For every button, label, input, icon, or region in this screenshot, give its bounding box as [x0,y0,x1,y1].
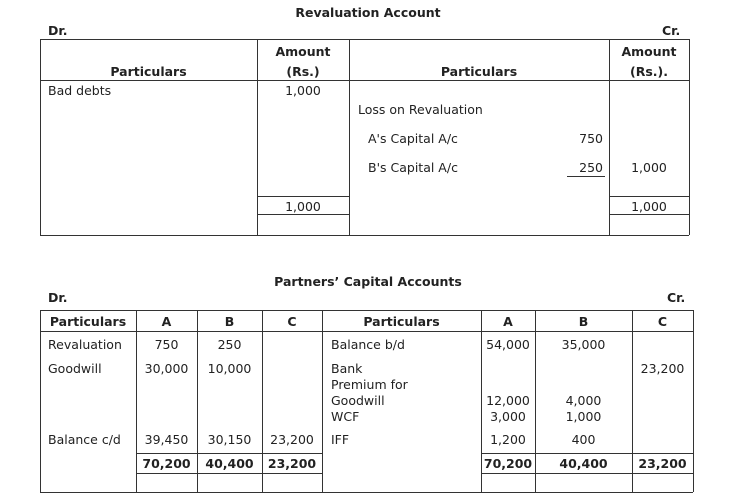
capital-cell-a: 750 [154,337,179,352]
revaluation-bottom-border [40,235,689,236]
capital-cell-b: 250 [217,337,242,352]
capital-title: Partners’ Capital Accounts [274,274,462,289]
capital-cell-c: 23,200 [270,432,314,447]
capital-center-divider [322,310,323,492]
revaluation-particulars-header: Particulars [110,64,187,79]
capital-cell-a: 1,200 [490,432,526,447]
revaluation-total: 1,000 [285,199,321,214]
capital-cell-b: 10,000 [207,361,252,376]
capital-header-c: C [657,314,668,329]
capital-cell-a: 12,000 [486,393,530,408]
revaluation-amount-unit: (Rs.) [286,64,320,79]
capital-top-border [40,310,693,311]
total-rule [136,473,322,474]
capital-row-label: Bank [331,361,363,376]
capital-cell-b: 4,000 [565,393,602,408]
capital-row-label: Goodwill [331,393,385,408]
revaluation-amount-header: Amount [621,44,677,59]
capital-row-label: Revaluation [48,337,122,352]
revaluation-entry-label: Loss on Revaluation [358,102,483,117]
capital-row-label: Premium for [331,377,408,392]
revaluation-header-border [40,80,689,81]
revaluation-title: Revaluation Account [295,5,441,20]
capital-cell-b: 1,000 [565,409,602,424]
total-rule [257,196,349,197]
total-rule [481,473,693,474]
revaluation-entry-label: B's Capital A/c [368,160,458,175]
revaluation-top-border [40,39,689,40]
capital-cr-label: Cr. [667,290,686,305]
capital-right-border [693,310,694,492]
capital-cell-b: 30,150 [207,432,252,447]
capital-cell-b: 400 [571,432,596,447]
total-rule [609,196,689,197]
capital-row-label: Balance c/d [48,432,121,447]
capital-row-label: Goodwill [48,361,102,376]
revaluation-right-border [689,39,690,235]
revaluation-particulars-header: Particulars [440,64,518,79]
capital-header-b: B [224,314,235,329]
total-rule [257,214,349,215]
revaluation-entry-amount: 750 [579,131,603,146]
capital-header-a: A [503,314,513,329]
capital-header-c: C [287,314,297,329]
revaluation-dr-label: Dr. [48,23,68,38]
capital-dr-label: Dr. [48,290,68,305]
capital-left-border [40,310,41,492]
revaluation-entry-label: A's Capital A/c [368,131,458,146]
capital-cell-a: 54,000 [486,337,530,352]
revaluation-entry-amount: 250 [579,160,603,175]
capital-cell-a: 39,450 [144,432,189,447]
capital-header-border [40,331,693,332]
total-rule [609,214,689,215]
revaluation-cr-label: Cr. [662,23,681,38]
revaluation-total: 1,000 [631,199,667,214]
capital-total-b: 40,400 [559,456,608,471]
revaluation-amount-unit: (Rs.). [630,64,668,79]
capital-cell-a: 3,000 [490,409,526,424]
capital-header-a: A [161,314,172,329]
capital-header-b: B [578,314,589,329]
capital-bottom-border [40,492,693,493]
capital-cell-b: 35,000 [561,337,606,352]
revaluation-amount-header: Amount [275,44,331,59]
total-rule [136,453,322,454]
capital-header-particulars: Particulars [49,314,127,329]
capital-total-a: 70,200 [142,456,191,471]
capital-row-label: IFF [331,432,350,447]
capital-total-a: 70,200 [483,456,533,471]
total-rule [481,453,693,454]
subtotal-underline [567,176,605,177]
capital-cell-a: 30,000 [144,361,189,376]
capital-row-label: WCF [331,409,360,424]
revaluation-entry-label: Bad debts [48,83,112,98]
capital-total-c: 23,200 [638,456,687,471]
capital-row-label: Balance b/d [331,337,405,352]
revaluation-entry-amount: 1,000 [631,160,667,175]
capital-cell-c: 23,200 [640,361,685,376]
revaluation-entry-amount: 1,000 [285,83,321,98]
capital-header-particulars: Particulars [363,314,440,329]
capital-total-c: 23,200 [267,456,317,471]
capital-total-b: 40,400 [205,456,254,471]
